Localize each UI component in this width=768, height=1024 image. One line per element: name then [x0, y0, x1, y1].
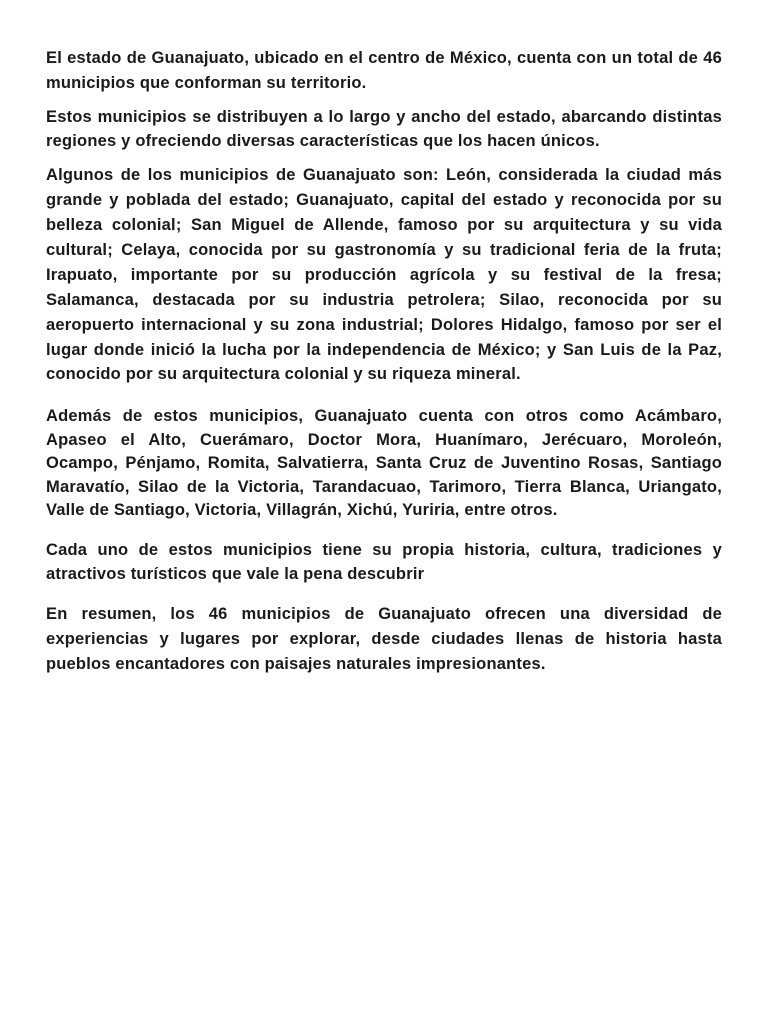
paragraph-other-municipalities: Además de estos municipios, Guanajuato cuenta con otros como Acámbaro, Apaseo el Alto, Cuerámaro, Doctor Mora, Huanímaro, Jerécuaro, Moroleón, Ocampo, Pénjamo, Romita, Salvatierra, Santa Cruz de Juventino Rosas, Santiago Maravatío, Silao de la Victoria, Tarandacuao, Tarimoro, Tierra Blanca, Uriangato, Valle de Santiago, Victoria, Villagrán, Xichú, Yuriria, entre otros.	[46, 407, 722, 519]
document-page	[46, 46, 722, 677]
paragraph-distribution: Estos municipios se distribuyen a lo largo y ancho del estado, abarcando distintas regiones y ofreciendo diversas características que los hacen únicos.	[46, 107, 722, 151]
paragraph-culture: Cada uno de estos municipios tiene su propia historia, cultura, tradiciones y atractivos turísticos que vale la pena descubrir	[46, 541, 722, 583]
paragraph-main-municipalities: Algunos de los municipios de Guanajuato son: León, considerada la ciudad más grande y poblada del estado; Guanajuato, capital del estado y reconocida por su belleza colonial; San Miguel de Allende, famoso por su arquitectura y su vida cultural; Celaya, conocida por su gastronomía y su tradicional feria de la fruta; Irapuato, importante por su producción agrícola y su festival de la fresa; Salamanca, destacada por su industria petrolera; Silao, reconocida por su aeropuerto internacional y su zona industrial; Dolores Hidalgo, famoso por ser el lugar donde inició la lucha por la independencia de México; y San Luis de la Paz, conocido por su arquitectura colonial y su riqueza mineral.	[46, 166, 722, 384]
paragraph-intro: El estado de Guanajuato, ubicado en el centro de México, cuenta con un total de 46 municipios que conforman su territorio.	[46, 49, 722, 92]
paragraph-summary: En resumen, los 46 municipios de Guanajuato ofrecen una diversidad de experiencias y lugares por explorar, desde ciudades llenas de historia hasta pueblos encantadores con paisajes naturales impresionantes.	[46, 605, 722, 674]
